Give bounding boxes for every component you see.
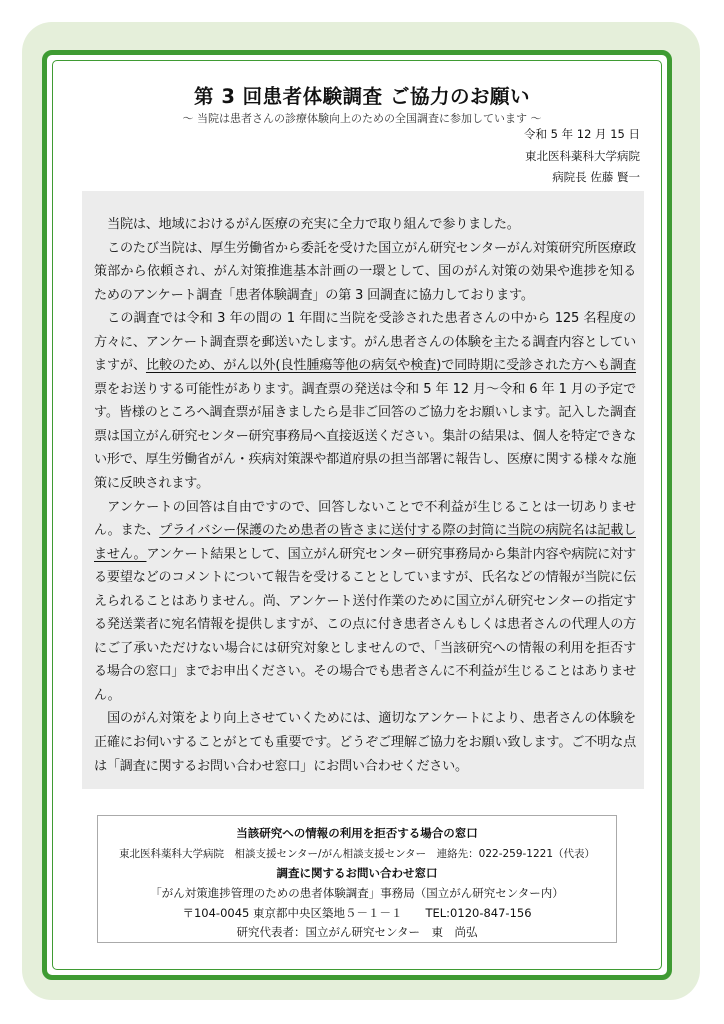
refusal-window-heading: 当該研究への情報の利用を拒否する場合の窓口	[236, 826, 478, 840]
paragraph-intro: 当院は、地域におけるがん医療の充実に全力で取り組んで参りました。	[107, 217, 520, 232]
paragraph-privacy-part2: アンケート結果として、国立がん研究センター研究事務局から集計内容や病院に対する要望などのコメントについて報告を受けることとしていますが、氏名などの情報が当院に伝えられることはありません。尚、アンケート送付作業のために国立がん研究センターの指定する発送業者に宛名情報を提供しますが、この点に付き患者さんもしくは患者さんの代理人の方にご了承いただけない場合には研究対象としませんので、「当該研究への情報の利用を拒否する場合の窓口」までお申出ください。その場合でも患者さんに不利益が生じることはありません。	[94, 546, 636, 703]
body-text	[94, 213, 636, 778]
issue-date: 令和 5 年 12 月 15 日	[523, 127, 640, 141]
paragraph-survey-details-part1: この調査では令和 3 年の間の 1 年間に当院を受診された患者さんの中から 125 名程度の方々に、アンケート調査票を郵送いたします。がん患者さんの体験を主たる調査内容としていますが、	[94, 311, 636, 374]
inquiry-representative: 研究代表者：国立がん研究センター 東 尚弘	[236, 925, 478, 939]
paragraph-survey-details-part2: 票をお送りする可能性があります。調査票の発送は令和 5 年 12 月～令和 6 年 1 月の予定です。皆様のところへ調査票が届きましたら是非ご回答のご協力をお願いします。記入した調査票は国立がん研究センター研究事務局へ直接返送ください。集計の結果は、個人を特定できない形で、厚生労働省がん・疾病対策課や都道府県の担当部署に報告し、医療に関する様々な施策に反映されます。	[94, 381, 636, 492]
inquiry-address: 〒104-0045 東京都中央区築地５－１－１ TEL:0120-847-156	[182, 906, 532, 920]
hospital-director: 病院長 佐藤 賢一	[552, 170, 640, 184]
page-subtitle: ～ 当院は患者さんの診療体験向上のための全国調査に参加しています ～	[182, 112, 542, 125]
inquiry-office: 「がん対策進捗管理のための患者体験調査」事務局（国立がん研究センター内）	[150, 886, 564, 900]
page-title: 第 3 回患者体験調査 ご協力のお願い	[194, 85, 530, 108]
inquiry-window-heading: 調査に関するお問い合わせ窓口	[276, 866, 438, 880]
paragraph-privacy-part1: アンケートの回答は自由ですので、回答しないことで不利益が生じることは一切ありません。また、	[94, 499, 636, 539]
paragraph-closing: 国のがん対策をより向上させていくためには、適切なアンケートにより、患者さんの体験を正確にお伺いすることがとても重要です。どうぞご理解ご協力をお願い致します。ご不明な点は「調査に関するお問い合わせ窓口」にお問い合わせください。	[94, 711, 636, 774]
refusal-window-contact: 東北医科薬科大学病院 相談支援センター/がん相談支援センター 連絡先：022-259-1221（代表）	[118, 848, 596, 860]
hospital-name: 東北医科薬科大学病院	[525, 149, 640, 163]
underlined-comparison-note: 比較のため、がん以外(良性腫瘍等他の病気や検査)で同時期に受診された方へも調査	[145, 358, 636, 374]
paragraph-privacy	[94, 496, 636, 708]
paragraph-survey-details	[94, 307, 636, 495]
paragraph-participation: このたび当院は、厚生労働省から委託を受けた国立がん研究センターがん対策研究所医療政策部から依頼され、がん対策推進基本計画の一環として、国のがん対策の効果や進捗を知るためのアンケート調査「患者体験調査」の第 3 回調査に協力しております。	[94, 240, 636, 303]
contact-box	[97, 815, 617, 943]
underlined-privacy-note: プライバシー保護のため患者の皆さまに送付する際の封筒に当院の病院名は記載しません。	[94, 523, 636, 562]
